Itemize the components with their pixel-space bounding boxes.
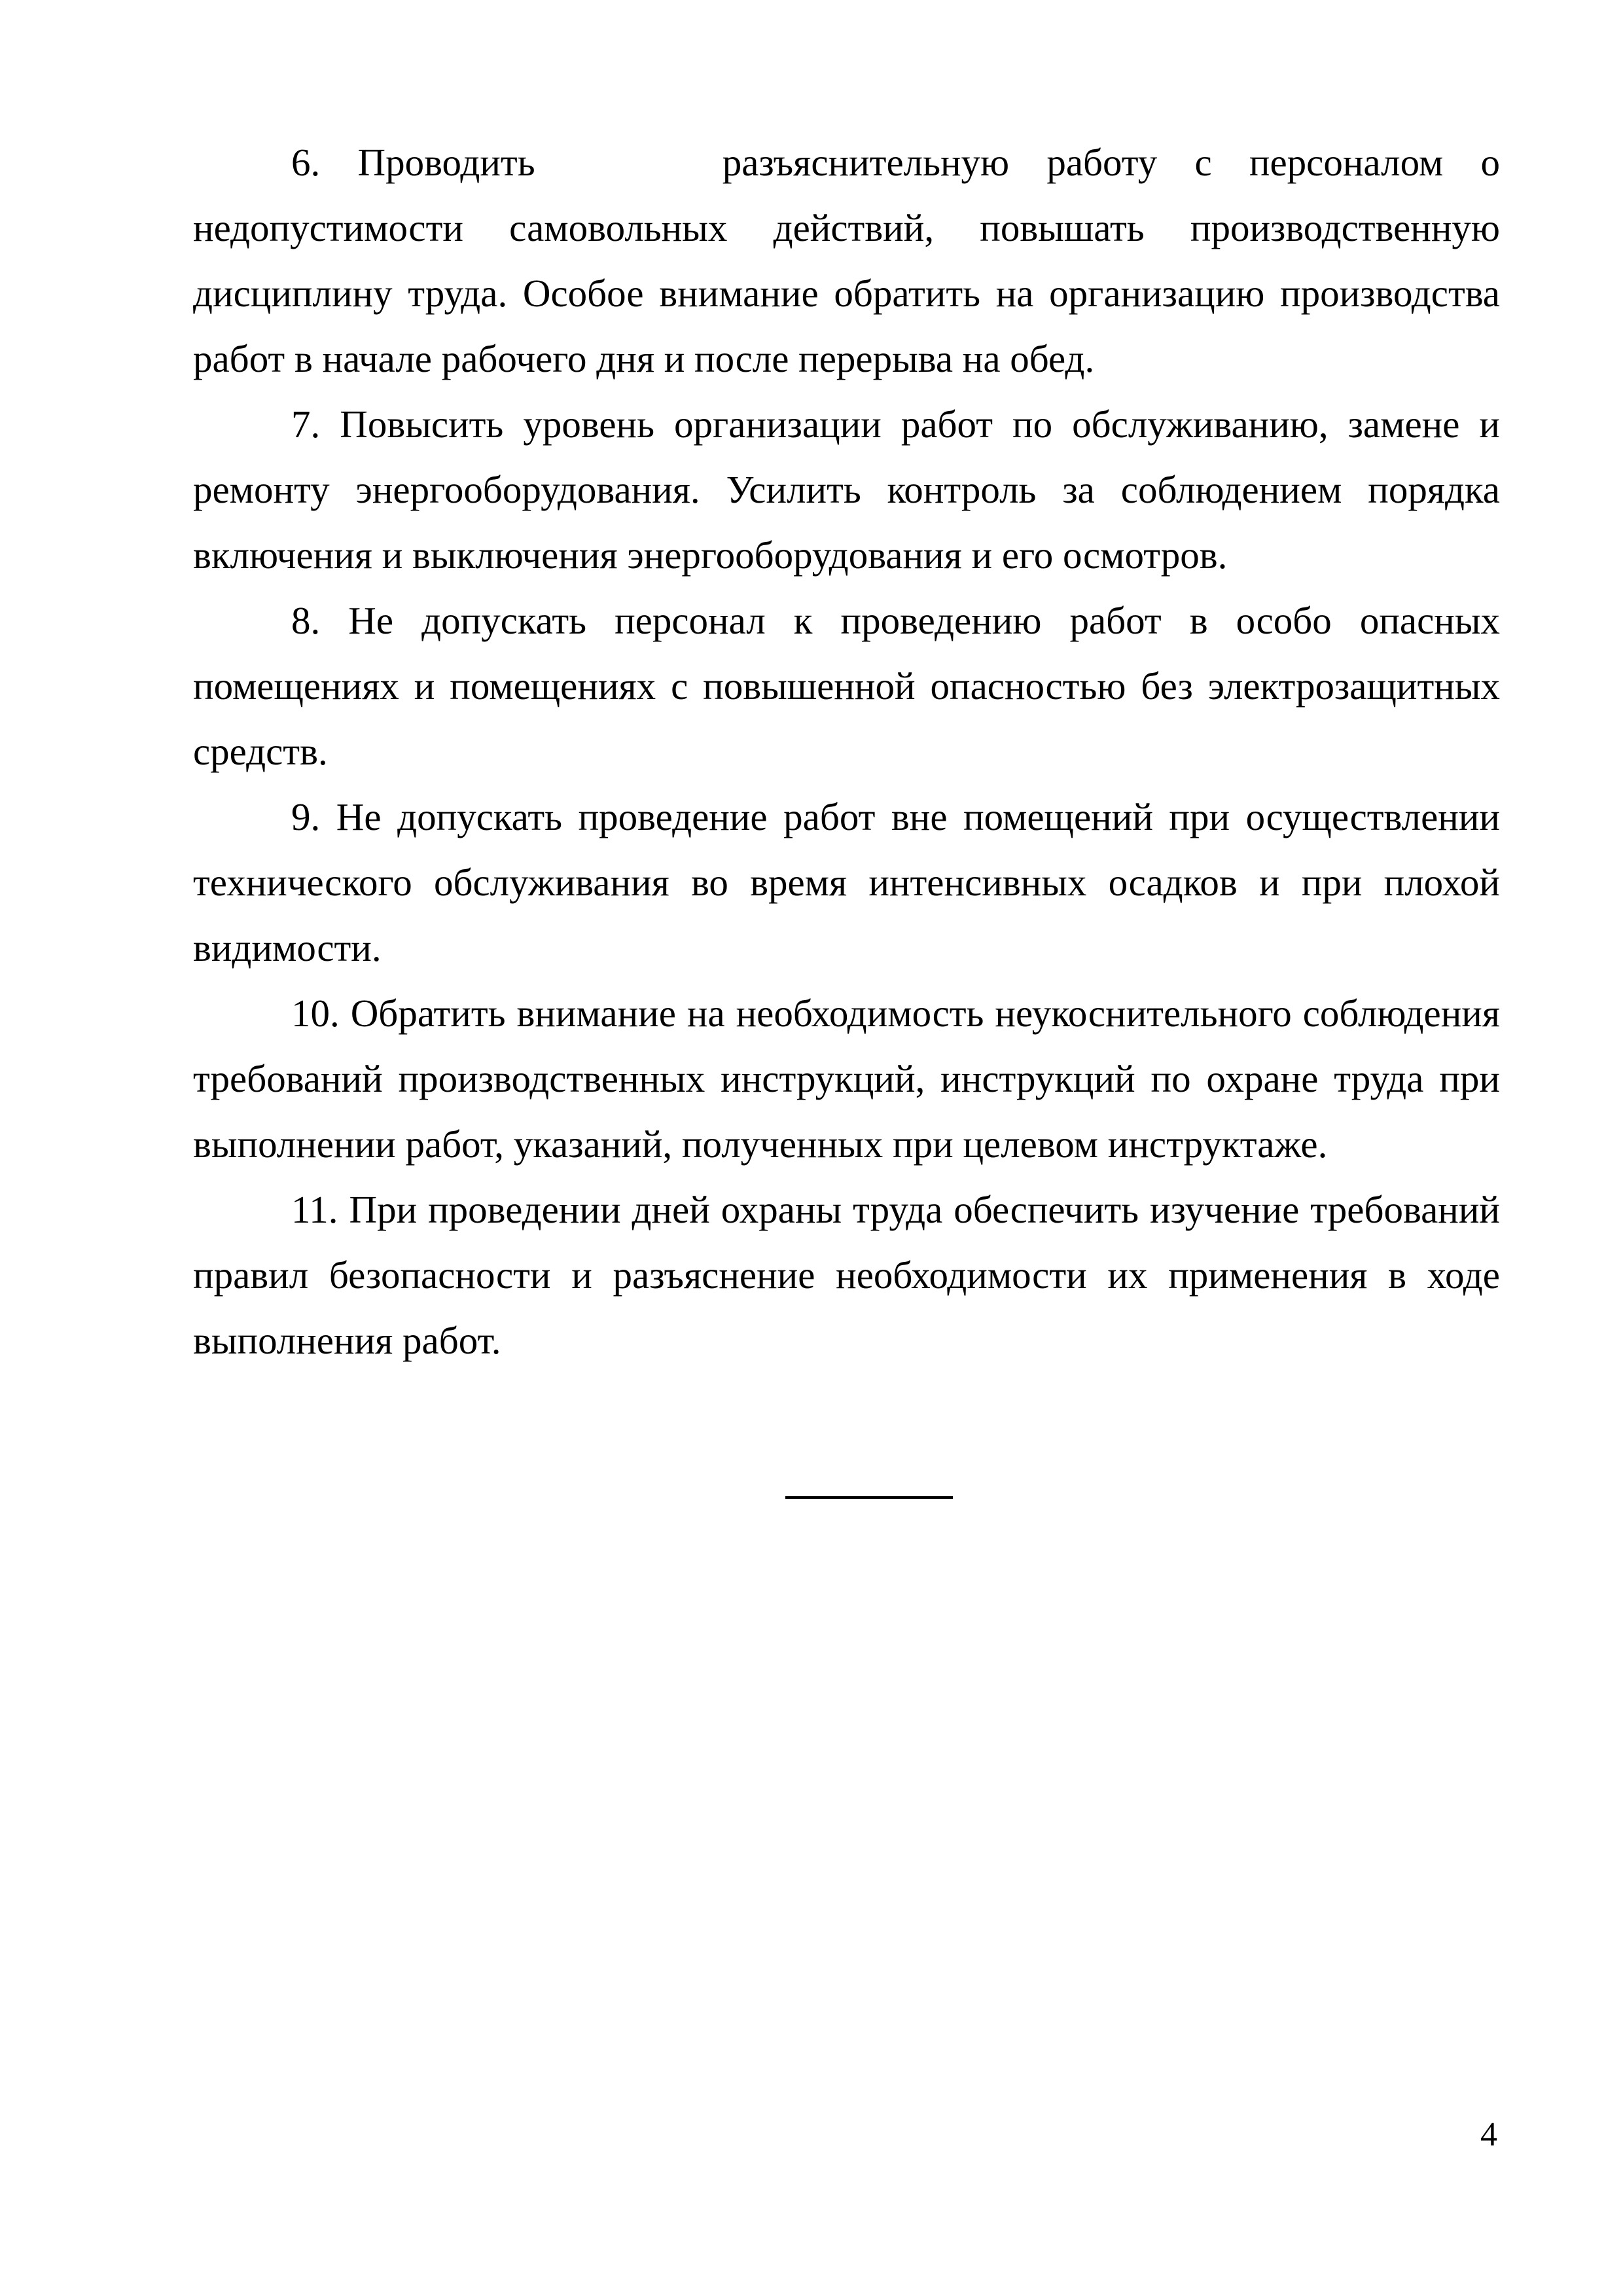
document-body [193,130,1510,1373]
page-number: 4 [1480,2116,1497,2153]
paragraph-item-6 [193,130,1510,391]
paragraph-text: 7. Повысить уровень организации работ по обслуживанию, замене и ремонту энергооборудования. Усилить контроль за соблюдением порядка включения и выключения энергооборудования и его осмотров. [193,403,1510,577]
paragraph-item-10 [193,980,1510,1177]
end-of-text-rule [785,1496,953,1499]
paragraph-text: 9. Не допускать проведение работ вне помещений при осуществлении технического обслуживания во время интенсивных осадков и при плохой видимости. [193,795,1510,969]
paragraph-text: 8. Не допускать персонал к проведению работ в особо опасных помещениях и помещениях с повышенной опасностью без электрозащитных средств. [193,599,1510,773]
paragraph-item-7 [193,391,1510,588]
paragraph-item-9 [193,784,1510,980]
paragraph-text: 11. При проведении дней охраны труда обеспечить изучение требований правил безопасности и разъяснение необходимости их применения в ходе выполнения работ. [193,1188,1510,1362]
paragraph-item-8 [193,588,1510,784]
paragraph-text: 6. Проводить разъяснительную работу с персоналом о недопустимости самовольных действий, повышать производственную дисциплину труда. Особое внимание обратить на организацию производства работ в начале рабочего дня и после перерыва на обед. [193,141,1510,380]
paragraph-item-11 [193,1177,1510,1373]
paragraph-text: 10. Обратить внимание на необходимость неукоснительного соблюдения требований производственных инструкций, инструкций по охране труда при выполнении работ, указаний, полученных при целевом инструктаже. [193,992,1510,1166]
